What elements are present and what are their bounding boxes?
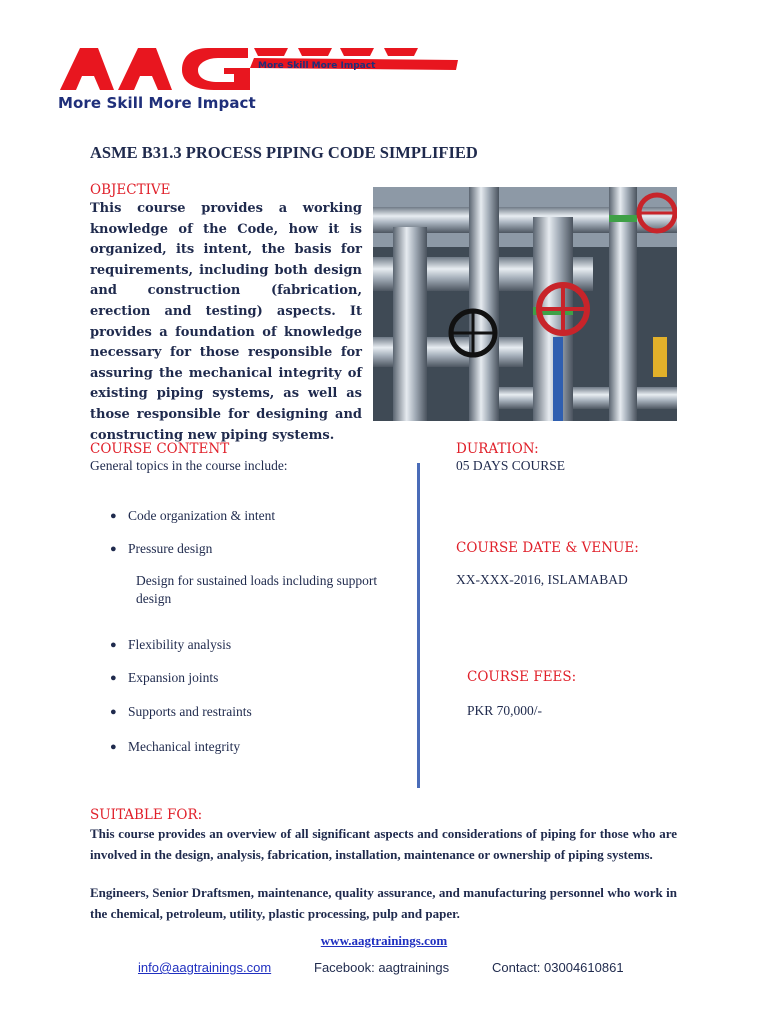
objective-text: This course provides a working knowledge of the Code, how it is organized, its intent, the basis for requirements, including both design and construction (fabrication, erection and testing) aspects. It provides a foundation of knowledge necessary for those responsible for assuring the mechanical integrity of existing piping systems, as well as those responsible for designing and constructing new piping systems. [90, 201, 362, 443]
bullet-dot-icon: ● [110, 705, 117, 718]
suitable-for-audience: Engineers, Senior Draftsmen, maintenance, quality assurance, and manufacturing personnel who work in the chemical, petroleum, utility, plastic processing, pulp and paper. [90, 885, 677, 921]
objective-heading: OBJECTIVE [90, 182, 171, 198]
logo-tagline: More Skill More Impact [58, 94, 256, 112]
bullet-dot-icon: ● [110, 638, 117, 651]
list-item: ● Pressure design [110, 540, 213, 556]
list-sub-item: Design for sustained loads including support design [136, 573, 378, 606]
venue-value: XX-XXX-2016, ISLAMABAD [456, 572, 628, 587]
list-item: ● Supports and restraints [110, 703, 252, 719]
venue-heading: COURSE DATE & VENUE: [456, 540, 639, 556]
email-link[interactable]: info@aagtrainings.com [138, 960, 272, 975]
bullet-dot-icon: ● [110, 740, 117, 753]
duration-value: 05 DAYS COURSE [456, 458, 566, 473]
contact-text: Contact: 03004610861 [492, 960, 624, 975]
website-link[interactable]: www.aagtrainings.com [320, 933, 448, 948]
course-content-heading: COURSE CONTENT [90, 441, 230, 457]
piping-photo [373, 187, 677, 421]
duration-heading: DURATION: [456, 441, 539, 457]
fees-value: PKR 70,000/- [467, 703, 543, 718]
piping-photo-graphic [373, 187, 677, 421]
column-divider [417, 463, 420, 788]
bullet-dot-icon: ● [110, 671, 117, 684]
list-item: ● Mechanical integrity [110, 738, 241, 754]
page-title: ASME B31.3 PROCESS PIPING CODE SIMPLIFIED [90, 143, 478, 162]
bullet-dot-icon: ● [110, 542, 117, 555]
suitable-for-overview: This course provides an overview of all significant aspects and considerations of piping for those who are involved in the design, analysis, fabrication, installation, maintenance or ownership of piping systems. [90, 826, 677, 862]
list-item: ● Code organization & intent [110, 507, 276, 523]
fees-heading: COURSE FEES: [467, 669, 577, 685]
course-content-intro: General topics in the course include: [90, 458, 288, 473]
list-item: ● Expansion joints [110, 669, 219, 685]
logo-banner-text: More Skill More Impact [258, 61, 376, 71]
suitable-for-heading: SUITABLE FOR: [90, 807, 203, 823]
facebook-text: Facebook: aagtrainings [314, 960, 450, 975]
list-item: ● Flexibility analysis [110, 636, 232, 652]
bullet-dot-icon: ● [110, 509, 117, 522]
